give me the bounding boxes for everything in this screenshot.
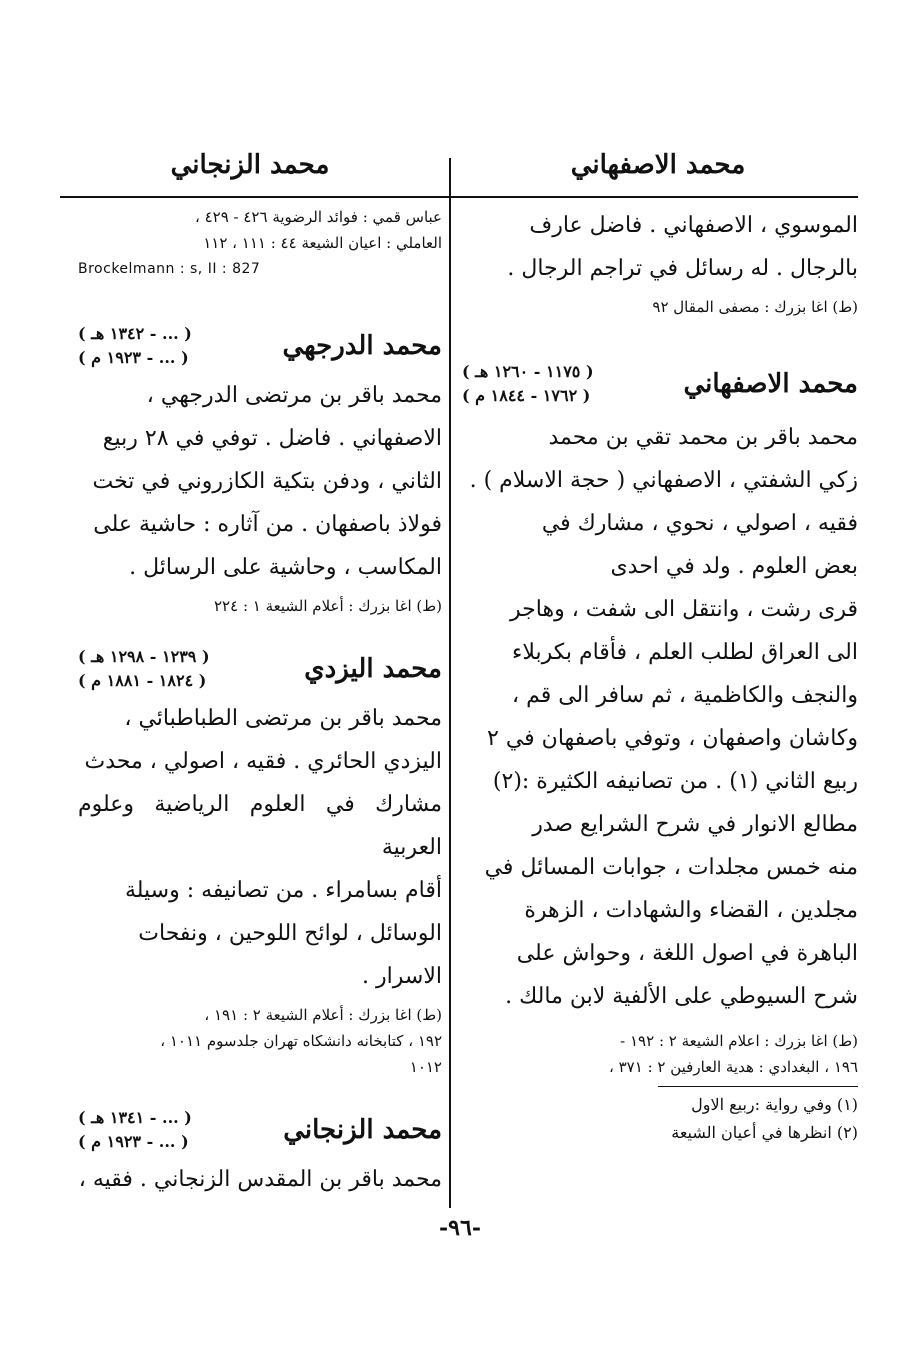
body-line: الى العراق لطلب العلم ، فأقام بكربلاء: [511, 640, 858, 665]
body-line: الاسرار .: [362, 964, 442, 989]
source-line: ١٠١٢: [409, 1058, 442, 1076]
entry-dates: [78, 322, 192, 370]
body-line: والنجف والكاظمية ، ثم سافر الى قم ،: [511, 683, 858, 708]
body-line: وكاشان واصفهان ، وتوفي باصفهان في ٢: [487, 726, 858, 751]
entry-body: [78, 697, 442, 998]
dates-hijri: ( ١١٧٥ - ١٢٦٠ هـ ): [462, 362, 594, 381]
source-line: ١٩٢ ، كتابخانه دانشكاه تهران جلدسوم ١٠١١ ،: [160, 1032, 442, 1050]
entry-source: [78, 1002, 442, 1080]
dates-gregorian: ( ١٧٦٢ - ١٨٤٤ م ): [462, 386, 591, 405]
footnote-rule: [658, 1086, 858, 1087]
dates-gregorian: ( ١٨٢٤ - ١٨٨١ م ): [78, 671, 207, 690]
running-header-right: محمد الاصفهاني: [570, 150, 746, 180]
body-line: فولاذ باصفهان . من آثاره : حاشية على: [93, 512, 442, 537]
body-line: المكاسب ، وحاشية على الرسائل .: [129, 555, 442, 580]
running-header-left: محمد الزنجاني: [170, 150, 330, 180]
body-line: مطالع الانوار في شرح الشرايع صدر: [532, 812, 858, 837]
source-line: (ط) اغا بزرك : أعلام الشيعة ٢ : ١٩١ ،: [204, 1006, 442, 1024]
body-line: مشارك في العلوم الرياضية وعلوم العربية: [78, 792, 442, 860]
footnote: (٢) انظرها في أعيان الشيعة: [671, 1123, 858, 1142]
source-latin: Brockelmann : s, II : 827: [78, 261, 261, 277]
body-line: محمد باقر بن المقدس الزنجاني . فقيه ،: [78, 1167, 442, 1192]
dates-hijri: ( ... - ١٣٤٢ هـ ): [78, 324, 192, 343]
body-line: شرح السيوطي على الألفية لابن مالك .: [505, 984, 858, 1009]
dates-gregorian: ( ... - ١٩٢٣ م ): [78, 348, 189, 367]
source-line: ١٩٦ ، البغدادي : هدية العارفين ٢ : ٣٧١ ،: [609, 1058, 858, 1076]
page-number: -٩٦-: [439, 1215, 481, 1241]
body-line: الثاني ، ودفن بتكية الكازروني في تخت: [92, 469, 442, 494]
body-line: مجلدين ، القضاء والشهادات ، الزهرة: [524, 898, 858, 923]
body-line: قرى رشت ، وانتقل الى شفت ، وهاجر: [510, 597, 858, 622]
left-column: [78, 204, 442, 1201]
entry-name: محمد اليزدي: [304, 654, 442, 684]
body-line: زكي الشفتي ، الاصفهاني ( حجة الاسلام ) .: [469, 468, 858, 493]
source-line: (ط) اغا بزرك : اعلام الشيعة ٢ : ١٩٢ -: [620, 1032, 858, 1050]
entry-heading-durchi: [78, 322, 442, 370]
body-line: منه خمس مجلدات ، جوابات المسائل في: [484, 855, 858, 880]
entry-dates: [78, 1106, 192, 1154]
body-line: محمد باقر بن محمد تقي بن محمد: [548, 425, 858, 450]
source-line: العاملي : اعيان الشيعة ٤٤ : ١١١ ، ١١٢: [203, 234, 442, 252]
body-line: الاصفهاني . فاضل . توفي في ٢٨ ربيع: [102, 426, 442, 451]
entry-source: (ط) اغا بزرك : أعلام الشيعة ١ : ٢٢٤: [214, 597, 442, 615]
body-line: فقيه ، اصولي ، نحوي ، مشارك في: [541, 511, 858, 536]
body-line: بعض العلوم . ولد في احدى: [610, 554, 858, 579]
intro-line: الموسوي ، الاصفهاني . فاضل عارف: [529, 213, 858, 238]
entry-dates: [462, 360, 594, 408]
header-rule: [60, 196, 858, 198]
dates-gregorian: ( ... - ١٩٢٣ م ): [78, 1132, 189, 1151]
body-line: اليزدي الحائري . فقيه ، اصولي ، محدث: [84, 749, 442, 774]
entry-heading-yazdi: [78, 645, 442, 693]
body-line: محمد باقر بن مرتضى الدرجهي ،: [146, 383, 442, 408]
entry-body: [462, 416, 858, 1018]
entry-name: محمد الاصفهاني: [683, 369, 858, 399]
footnote: (١) وفي رواية :ربيع الاول: [691, 1095, 858, 1114]
entry-heading-zanjani: [78, 1106, 442, 1154]
entry-dates: [78, 645, 210, 693]
intro-source: (ط) اغا بزرك : مصفى المقال ٩٢: [652, 298, 858, 316]
dates-hijri: ( ١٢٣٩ - ١٢٩٨ هـ ): [78, 647, 210, 666]
intro-line: بالرجال . له رسائل في تراجم الرجال .: [507, 256, 858, 281]
entry-name: محمد الزنجاني: [283, 1115, 442, 1145]
body-line: محمد باقر بن مرتضى الطباطبائي ،: [124, 706, 442, 731]
entry-body: [78, 374, 442, 589]
entry-name: محمد الدرجهي: [282, 331, 442, 361]
body-line: الوسائل ، لوائح اللوحين ، ونفحات: [138, 921, 442, 946]
entry-source: [462, 1028, 858, 1080]
entry-body: [78, 1158, 442, 1201]
dates-hijri: ( ... - ١٣٤١ هـ ): [78, 1108, 192, 1127]
body-line: ربيع الثاني (١) . من تصانيفه الكثيرة :(٢): [492, 769, 858, 794]
body-line: الباهرة في اصول اللغة ، وحواش على: [516, 941, 858, 966]
entry-heading-isfahani: [462, 360, 858, 408]
source-line: عباس قمي : فوائد الرضوية ٤٢٦ - ٤٢٩ ،: [194, 208, 442, 226]
right-column: [462, 204, 858, 1147]
column-divider: [449, 158, 451, 1208]
body-line: أقام بسامراء . من تصانيفه : وسيلة: [124, 878, 442, 903]
